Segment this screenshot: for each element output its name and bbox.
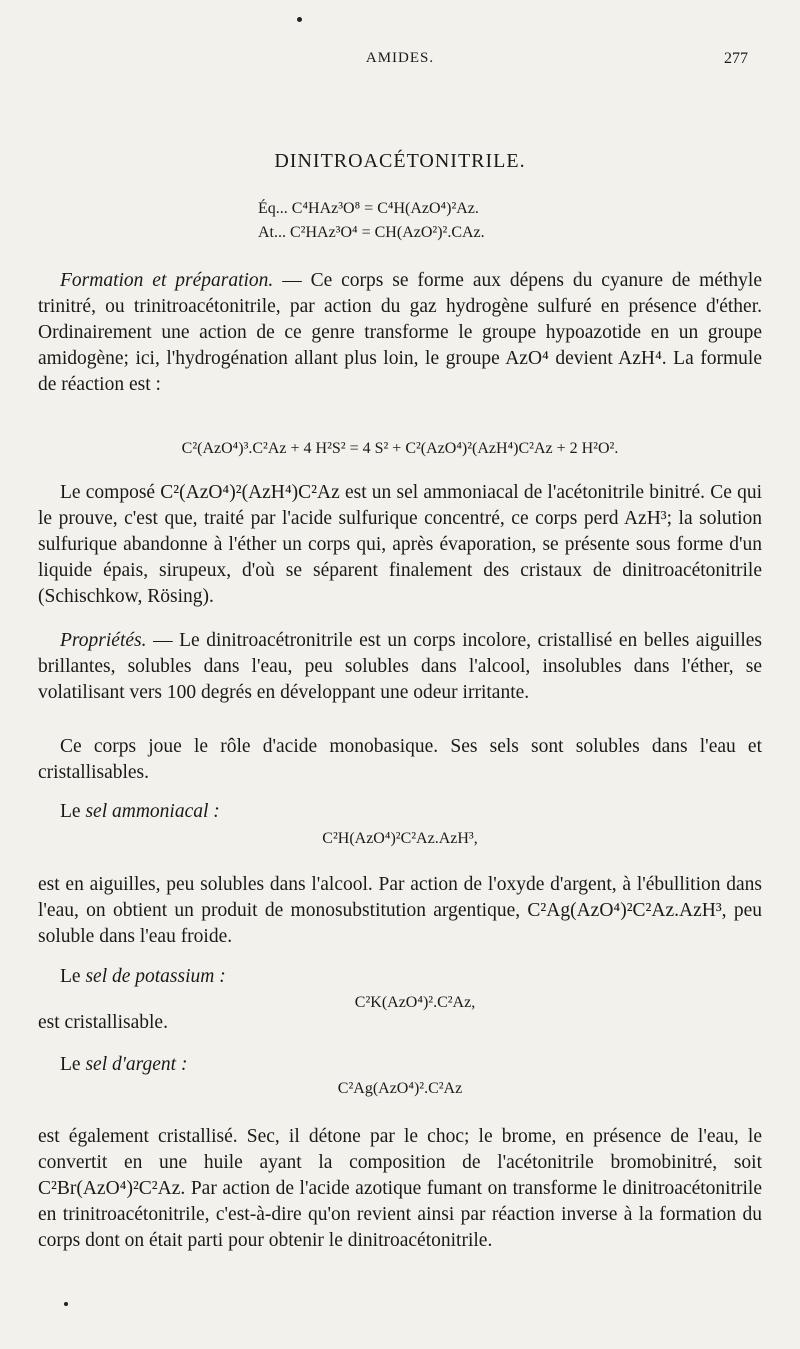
properties-body: — Le dinitroacétronitrile est un corps incolore, cristallisé en belles aiguilles brillantes, solubles dans l'eau, peu solubles dans l'alcool, insolubles dans l'éther, se volatilisant vers 100 degrés en développant une odeur irritante. xyxy=(38,630,762,703)
atomic-formula: At... C²HAz³O⁴ = CH(AzO²)².CAz. xyxy=(258,224,485,241)
print-speck xyxy=(64,1302,68,1306)
equivalent-formula: Éq... C⁴HAz³O⁸ = C⁴H(AzO⁴)²Az. xyxy=(258,200,479,217)
silver-salt-body: est également cristallisé. Sec, il détone par le choc; le brome, en présence de l'eau, le convertit en une huile ayant la composition de l'acétonitrile bromobinitré, soit C²Br(AzO⁴)²C²Az. Par action de l'acide azotique fumant on transforme le dinitroacétonitrile en trinitroacétonitrile, c'est-à-dire qu'on revient ainsi par réaction inverse à la formation du corps dont on était parti pour obtenir le dinitroacétonitrile. xyxy=(38,1126,762,1251)
formation-body: — Ce corps se forme aux dépens du cyanure de méthyle trinitré, ou trinitroacétonitrile, par action du gaz hydrogène sulfuré en présence d'éther. Ordinairement une action de ce genre transforme le groupe hypoazotide en un groupe amidogène; ici, l'hydrogénation allant plus loin, le groupe AzO⁴ devient AzH⁴. La formule de réaction est : xyxy=(38,270,762,395)
ammonium-salt-body: est en aiguilles, peu solubles dans l'alcool. Par action de l'oxyde d'argent, à l'ébullition dans l'eau, on obtient un produit de monosubstitution argentique, C²Ag(AzO⁴)²C²Az.AzH³, peu soluble dans l'eau froide. xyxy=(38,874,762,947)
properties-paragraph xyxy=(38,628,762,706)
silver-salt-formula: C²Ag(AzO⁴)².C²Az xyxy=(337,1080,463,1097)
formation-paragraph xyxy=(38,268,762,398)
formation-heading: Formation et préparation. xyxy=(60,270,274,291)
silver-salt-label: Le sel d'argent : xyxy=(60,1054,188,1075)
potassium-salt-formula: C²K(AzO⁴)².C²Az, xyxy=(354,994,476,1011)
potassium-salt-italic: sel de potassium : xyxy=(85,966,226,987)
ammonium-salt-formula: C²H(AzO⁴)²C²Az.AzH³, xyxy=(322,830,478,847)
potassium-salt-body: est cristallisable. xyxy=(38,1012,168,1033)
reaction-formula: C²(AzO⁴)³.C²Az + 4 H²S² = 4 S² + C²(AzO⁴)²(AzH⁴)C²Az + 2 H²O². xyxy=(181,440,619,457)
ammonium-salt-italic: sel ammoniacal : xyxy=(85,801,220,822)
compound-paragraph: Le composé C²(AzO⁴)²(AzH⁴)C²Az est un sel ammoniacal de l'acétonitrile binitré. Ce qui le prouve, c'est que, traité par l'acide sulfurique concentré, ce corps perd AzH³; la solution sulfurique abandonne à l'éther un corps qui, après évaporation, se présente sous forme d'un liquide épais, sirupeux, d'où se séparent finalement des cristaux de dinitroacétonitrile (Schischkow, Rösing). xyxy=(38,482,762,607)
section-title: DINITROACÉTONITRILE. xyxy=(274,150,526,172)
potassium-salt-label: Le sel de potassium : xyxy=(60,966,226,987)
properties-heading: Propriétés. xyxy=(60,630,147,651)
print-speck xyxy=(297,17,302,22)
ammonium-salt-label: Le sel ammoniacal : xyxy=(60,801,220,822)
acid-paragraph: Ce corps joue le rôle d'acide monobasique. Ses sels sont solubles dans l'eau et cristallisables. xyxy=(38,736,762,783)
running-head: AMIDES. xyxy=(365,50,435,66)
silver-salt-italic: sel d'argent : xyxy=(85,1054,188,1075)
page-number: 277 xyxy=(724,50,748,67)
